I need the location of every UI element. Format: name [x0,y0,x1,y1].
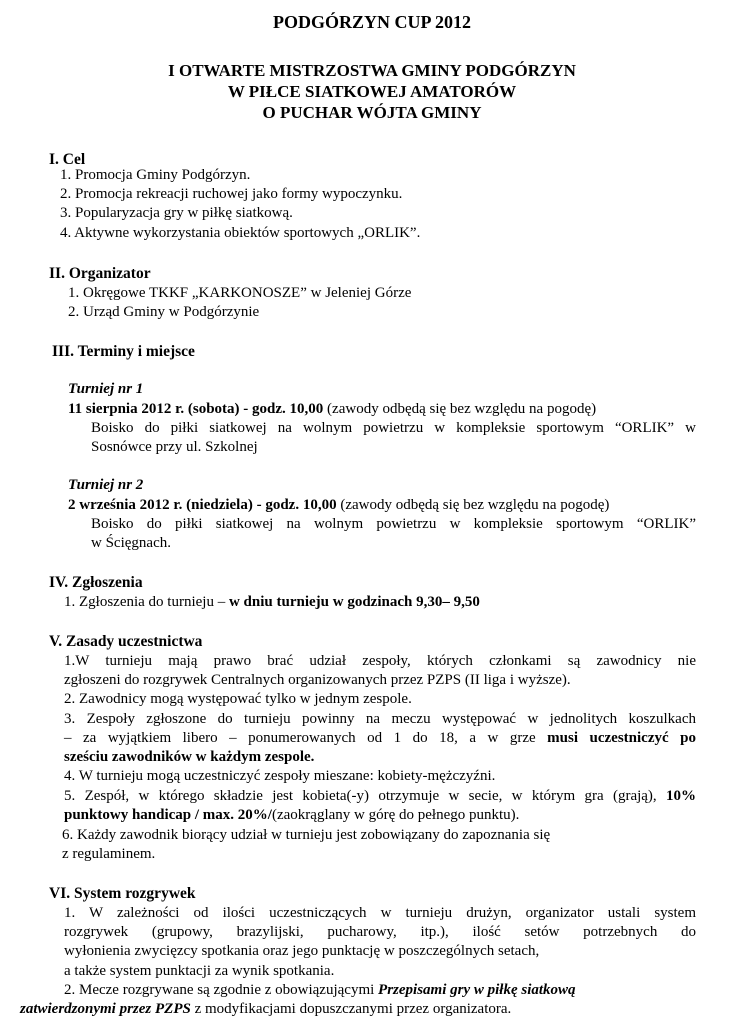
paragraph-emphasis: sześciu zawodników w każdym zespole. [64,749,315,765]
document-subtitle [0,60,744,123]
paragraph-line: z regulaminem. [62,846,156,862]
zgloszenia-text: 1. Zgłoszenia do turnieju – [64,594,229,610]
paragraph-emphasis: punktowy handicap / max. 20%/ [64,807,272,823]
paragraph-text: 5. Zespół, w którego składzie jest kobieta(-y) otrzymuje w secie, w którym gra (grają), [64,788,666,804]
paragraph-line: 4. W turnieju mogą uczestniczyć zespoły mieszane: kobiety-mężczyźni. [64,768,496,784]
paragraph-line [64,729,696,748]
paragraph-line [64,806,519,825]
list-item: 4. Aktywne wykorzystania obiektów sportowych „ORLIK”. [60,225,421,241]
list-item [64,593,480,612]
paragraph-text: z modyfikacjami dopuszczanymi przez organizatora. [190,1001,512,1017]
paragraph-line: 3. Zespoły zgłoszone do turnieju powinny na meczu występować w jednolitych koszulkach [64,711,696,727]
subtitle-line: O PUCHAR WÓJTA GMINY [262,103,482,122]
paragraph-emphasis: 10% [666,788,696,804]
list-item: 1. Okręgowe TKKF „KARKONOSZE” w Jeleniej Górze [68,285,412,301]
paragraph-emphasis: musi uczestniczyć po [547,730,696,746]
tournament-place: Boisko do piłki siatkowej na wolnym powietrzu w kompleksie sportowym “ORLIK” [91,516,696,532]
paragraph-line: 1.W turnieju mają prawo brać udział zespoły, których członkami są zawodnicy nie [64,653,696,669]
tournament-date [68,400,596,419]
section-heading-zasady: V. Zasady uczestnictwa [49,633,203,650]
zgloszenia-time: w dniu turnieju w godzinach 9,30– 9,50 [228,594,480,610]
paragraph-line: 2. Zawodnicy mogą występować tylko w jednym zespole. [64,691,412,707]
paragraph-text: – za wyjątkiem libero – ponumerowanych od 1 do 18, a w grze [64,730,548,746]
paragraph-line [20,1000,511,1019]
tournament-place: Sosnówce przy ul. Szkolnej [91,439,258,455]
list-item: 1. Promocja Gminy Podgórzyn. [60,167,251,183]
paragraph-line: a także system punktacji za wynik spotkania. [64,963,335,979]
paragraph-line [64,981,576,1000]
section-heading-system: VI. System rozgrywek [49,885,196,902]
paragraph-line: wyłonienia zwycięzcy spotkania oraz jego punktację w poszczególnych setach, [64,943,540,959]
section-heading-zgloszenia: IV. Zgłoszenia [49,574,143,591]
paragraph-text: 2. Mecze rozgrywane są zgodnie z obowiązującymi [64,982,379,998]
section-heading-terminy: III. Terminy i miejsce [52,343,195,360]
list-item: 2. Promocja rekreacji ruchowej jako formy wypoczynku. [60,186,403,202]
section-heading-organizator: II. Organizator [49,265,151,282]
subtitle-line: I OTWARTE MISTRZOSTWA GMINY PODGÓRZYN [168,61,576,80]
paragraph-text: (zaokrąglany w górę do pełnego punktu). [271,807,520,823]
paragraph-line [64,787,696,806]
paragraph-line: 1. W zależności od ilości uczestniczących w turnieju drużyn, organizator ustali system [64,905,696,921]
paragraph-line: zgłoszeni do rozgrywek Centralnych organizowanych przez PZPS (II liga i wyższe). [64,672,571,688]
tournament-label: Turniej nr 2 [68,477,144,493]
list-item: 3. Popularyzacja gry w piłkę siatkową. [60,205,293,221]
tournament-place: w Ścięgnach. [91,535,171,551]
document-title: PODGÓRZYN CUP 2012 [273,12,471,32]
section-heading-cel: I. Cel [49,151,86,168]
tournament-date-bold: 2 września 2012 r. (niedziela) - godz. 10,00 [68,497,337,513]
tournament-date-bold: 11 sierpnia 2012 r. (sobota) - godz. 10,00 [68,401,324,417]
tournament-date-note: (zawody odbędą się bez względu na pogodę) [323,401,597,417]
paragraph-line: rozgrywek (grupowy, brazylijski, pucharowy, itp.), ilość setów potrzebnych do [64,924,696,940]
list-item: 2. Urząd Gminy w Podgórzynie [68,304,260,320]
subtitle-line: W PIŁCE SIATKOWEJ AMATORÓW [227,82,517,101]
tournament-date-note: (zawody odbędą się bez względu na pogodę) [336,497,610,513]
paragraph-line: 6. Każdy zawodnik biorący udział w turnieju jest zobowiązany do zapoznania się [62,827,551,843]
paragraph-emphasis: zatwierdzonymi przez PZPS [20,1001,191,1017]
tournament-place: Boisko do piłki siatkowej na wolnym powietrzu w kompleksie sportowym “ORLIK” w [91,420,696,436]
paragraph-emphasis: Przepisami gry w piłkę siatkową [378,982,576,998]
tournament-label: Turniej nr 1 [68,381,144,397]
tournament-date [68,496,609,515]
